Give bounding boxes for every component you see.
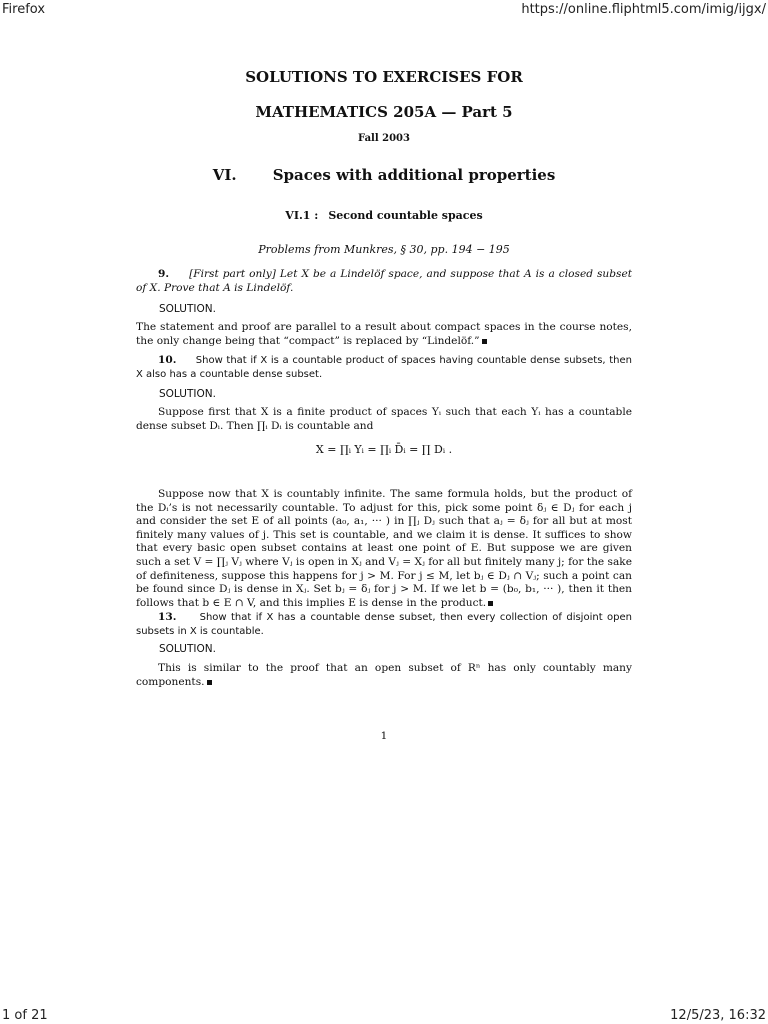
problems-source: Problems from Munkres, § 30, pp. 194 − 195 xyxy=(258,243,510,256)
document-subtitle: MATHEMATICS 205A — Part 5 xyxy=(255,103,513,121)
solution-label-10: SOLUTION. xyxy=(159,388,216,400)
document-title: SOLUTIONS TO EXERCISES FOR xyxy=(245,68,523,86)
exercise-13-number: 13. xyxy=(158,611,177,623)
exercise-9-number: 9. xyxy=(158,268,170,280)
exercise-9-solution xyxy=(136,321,632,348)
exercise-9 xyxy=(136,268,632,295)
section-number: VI. xyxy=(212,166,237,184)
qed-mark xyxy=(488,601,493,606)
exercise-10 xyxy=(136,354,632,381)
exercise-9-solution-text: The statement and proof are parallel to a result about compact spaces in the course notes, the only change being that “compact” is replaced by “Lindelöf.” xyxy=(136,321,632,347)
subsection-title: Second countable spaces xyxy=(328,209,483,222)
exercise-13-solution-text: This is similar to the proof that an open subset of Rⁿ has only countably many components. xyxy=(136,662,632,688)
page-counter: 1 of 21 xyxy=(2,1008,48,1023)
exercise-13-solution xyxy=(136,662,632,689)
section-heading xyxy=(0,166,768,184)
exercise-10-solution-a: Suppose first that X is a finite product of spaces Yᵢ such that each Yᵢ has a countable dense subset Dᵢ. Then ∏ᵢ Dᵢ is countable and xyxy=(136,406,632,432)
exercise-10-solution-b xyxy=(136,488,632,610)
solution-label-9: SOLUTION. xyxy=(159,303,216,315)
exercise-10-number: 10. xyxy=(158,354,177,366)
qed-mark xyxy=(482,339,487,344)
browser-name: Firefox xyxy=(2,2,46,17)
qed-mark xyxy=(207,680,212,685)
timestamp: 12/5/23, 16:32 xyxy=(670,1008,766,1023)
document-term: Fall 2003 xyxy=(358,133,410,144)
subsection-number: VI.1 : xyxy=(285,209,319,222)
page-number: 1 xyxy=(380,730,388,742)
solution-label-13: SOLUTION. xyxy=(159,643,216,655)
exercise-10-text: Show that if X is a countable product of spaces having countable dense subsets, then X also has a countable dense subset. xyxy=(136,355,633,380)
page-url: https://online.fliphtml5.com/imig/ijgx/ xyxy=(521,2,766,17)
exercise-10-solution-b-text: Suppose now that X is countably infinite. The same formula holds, but the product of the Dᵢ’s is not necessarily countable. To adjust for this, pick some point δⱼ ∈ Dⱼ for each j and consider the set E of all points (a₀, a₁, ··· ) in ∏ⱼ Dⱼ such that aⱼ = δⱼ for all but at most finitely many values of j. This set is countable, and we claim it is dense. It suffices to show that every basic open subset contains at least one point of E. But suppose we are given such a set V = ∏ⱼ Vⱼ where Vⱼ is open in Xⱼ and Vⱼ = Xⱼ for all but finitely many j; for the sake of definiteness, suppose this happens for j > M. For j ≤ M, let bⱼ ∈ Dⱼ ∩ Vⱼ; such a point can be found since Dⱼ is dense in Xⱼ. Set bⱼ = δⱼ for j > M. If we let b = (b₀, b₁, ··· ), then it then follows that b ∈ E ∩ V, and this implies E is dense in the product. xyxy=(136,488,632,609)
section-title: Spaces with additional properties xyxy=(272,166,556,184)
product-formula: X = ∏ᵢ Yᵢ = ∏ᵢ D̄ᵢ = ∏ Dᵢ . xyxy=(315,443,453,456)
exercise-13-text: Show that if X has a countable dense subset, then every collection of disjoint open subsets in X is countable. xyxy=(136,612,633,637)
exercise-13 xyxy=(136,611,632,638)
exercise-9-text: [First part only] Let X be a Lindelöf space, and suppose that A is a closed subset of X. Prove that A is Lindelöf. xyxy=(136,268,632,294)
subsection-heading xyxy=(0,209,768,222)
